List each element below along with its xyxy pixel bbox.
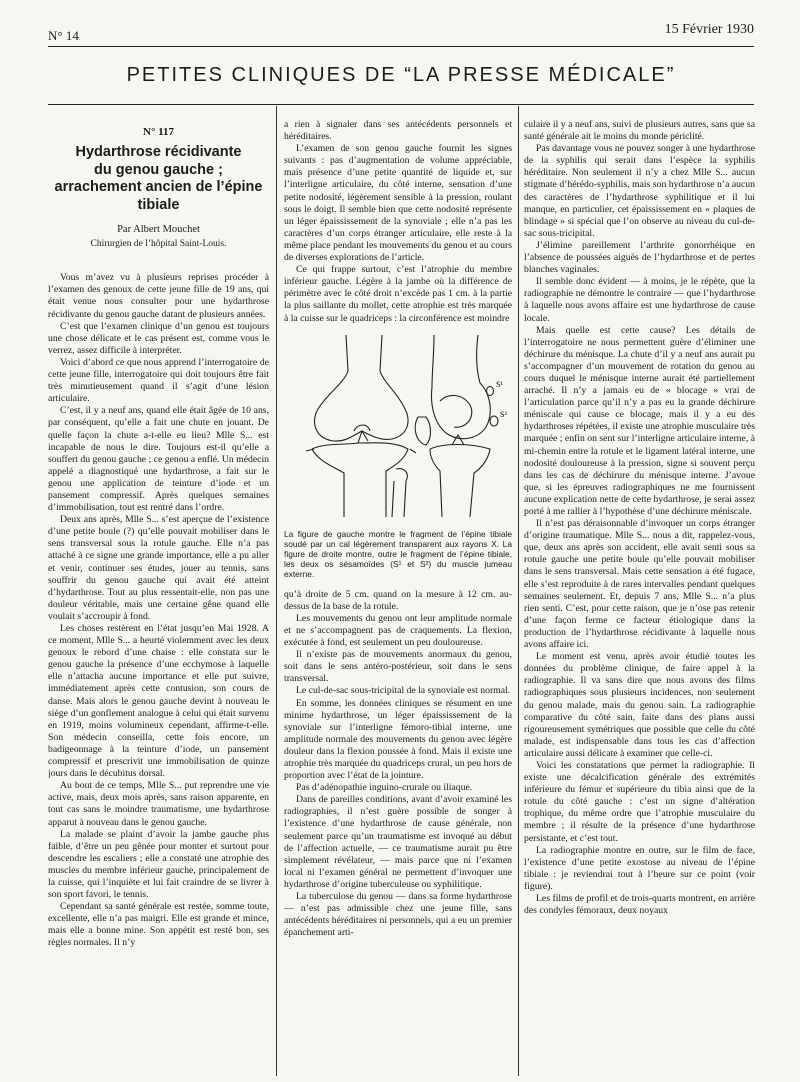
paragraph: qu’à droite de 5 cm. quand on la mesure à 12 cm. au-dessus de la base de la rotule.	[284, 588, 512, 612]
figure-caption: La figure de gauche montre le fragment de l’épine tibiale soudé par un cal légèrement transparent aux rayons X. La figure de droite montre, outre le fragment de l’épine tibiale, les deux os sésamoïdes (S¹ et S²) du muscle jumeau externe.	[284, 528, 512, 579]
label-s1: S¹	[496, 379, 503, 389]
condyle-profile	[440, 395, 472, 427]
paragraph: Il n’est pas déraisonnable d’invoquer un corps étranger d’origine traumatique. Mlle S... nous a dit, rappelez-vous, que, deux ans après son accident, elle avait senti sous sa rotule gauche une petite boule qu’elle pouvait mobiliser dans le sens transversal. Mais cette sensation a été fugace, elle s’est reproduite à de rares intervalles pendant quelques semaines seulement. Et, depuis 7 ans, Mlle S... n’a plus rien senti. C’est, pour cette raison, que je n’ose pas retenir d’une façon ferme ce facteur étiologique dans la production de l’hydarthrose récidivante à laquelle nous avons affaire ici.	[524, 518, 755, 651]
paragraph: Pas davantage vous ne pouvez songer à une hydarthrose de la syphilis qui serait dans l’espèce la syphilis héréditaire. Non seulement il n’y a chez Mlle S... aucun stigmate d’hérédo-syphilis, mais son hydarthrose n’a aucun des caractères de l’hydarthrose syphilitique et il lui manque, en particulier, cet épaississement en « plaques de blindage » si spécial que l’on observe au niveau du cul-de-sac sous-tricipital.	[524, 143, 755, 239]
femur-profile	[432, 335, 491, 439]
affiliation: Chirurgien de l’hôpital Saint-Louis.	[90, 239, 227, 250]
column-1	[48, 112, 269, 950]
article-title	[48, 144, 269, 214]
tibia-profile	[430, 444, 490, 517]
paragraph: Pas d’adénopathie inguino-crurale ou iliaque.	[296, 782, 473, 794]
page-header	[48, 22, 754, 44]
knee-radiograph-figure	[284, 331, 512, 525]
label-s2: S²	[500, 409, 507, 419]
paragraph: Dans de pareilles conditions, avant d’avoir examiné les radiographies, il n’est guère possible de songer à l’existence d’une hydarthrose de cause générale, non seulement parce qu’un traumatisme est invoqué au début de l’affection actuelle, — ce traumatisme aurait pu être simplement révélateur, — mais parce que ni l’examen local ni l’examen général ne permettent d’invoquer une hydarthrose d’origine tuberculeuse ou syphilitique.	[284, 794, 512, 890]
author: Par Albert Mouchet	[117, 224, 200, 236]
paragraph: Voici d’abord ce que nous apprend l’interrogatoire de cette jeune fille, interrogatoire qui doit toujours être fait très minutieusement quand il s’agit d’une lésion articulaire.	[48, 356, 269, 405]
paragraph: culaire il y a neuf ans, suivi de plusieurs autres, sans que sa santé générale ait le moins du monde périclité.	[524, 119, 755, 143]
title-line: tibiale	[137, 196, 180, 213]
column-divider	[276, 106, 277, 1076]
title-line: Hydarthrose récidivante	[75, 144, 242, 161]
paragraph: L’examen de son genou gauche fournit les signes suivants : pas d’augmentation de volume appréciable, mais présence d’une petite quantité de liquide et, sur l’interligne articulaire, du côté interne, sensation d’une petite nodosité, légèrement sensible à la pression, roulant sous le doigt. Il semble bien que cette nodosité représente un léger épaississement de la synoviale ; elle n’a pas les caractères d’un corps étranger articulaire, elle reste à la même place pendant les mouvements du genou et au cours de diverses explorations de l’article.	[284, 143, 512, 264]
title-line: arrachement ancien de l’épine	[54, 179, 263, 196]
fibula-outline	[392, 468, 407, 516]
header-rule	[48, 46, 754, 47]
paragraph: Au bout de ce temps, Mlle S... put reprendre une vie active, mais, deux mois après, sans raison apparente, en tout cas sans le moindre traumatisme, une hydarthrose apparut à nouveau dans le genou gauche.	[48, 780, 269, 828]
paragraph: Voici les constatations que permet la radiographie. Il existe une décalcification générale des extrémités inférieure du fémur et supérieure du tibia ainsi que de la rotule du côté gauche : c’est un signe d’altération trophique, du même ordre que l’atrophie musculaire du membre ; il résulte de la présence d’une hydarthrose persistante, et c’est tout.	[524, 759, 755, 844]
patella-outline	[415, 417, 430, 445]
paragraph: Les mouvements du genou ont leur amplitude normale et ne s’accompagnent pas de craquements. La flexion, exécutée à fond, est seulement un peu douloureuse.	[284, 612, 512, 649]
paragraph: Le moment est venu, après avoir étudié toutes les données du problème clinique, de faire appel à la radiographie. Il va sans dire que nous avons des films radiographiques sous plusieurs incidences, non seulement du genou malade, mais du genou sain. La radiographie comparative du côté sain, faite dans des plans aussi rigoureusement symétriques que possible que celle du côté malade, est indispensable dans tous les cas d’affection articulaire aussi délicate à examiner que celle-ci.	[524, 651, 755, 759]
paragraph: C’est, il y a neuf ans, quand elle était âgée de 10 ans, par conséquent, qu’elle a fait une chute en jouant. De quelle façon la chute a-t-elle eu lieu? Mlle S... est incapable de nous le dire. Toujours est-il qu’elle a souffert du genou gauche ; ce genou a enflé. Un médecin appelé a diagnostiqué une hydarthrose, a fait sur le genou une application de teinture d’iode et un pansement compressif. Après quelques semaines d’immobilisation, tout est rentré dans l’ordre.	[48, 405, 269, 514]
paragraph: J’élimine pareillement l’arthrite gonorrhéique en l’absence de poussées aiguës de l’hydarthrose et de pertes blanches vaginales.	[524, 239, 755, 276]
sesamoid-s1	[487, 386, 494, 395]
title-rule	[48, 104, 754, 105]
page-number: N° 14	[48, 28, 79, 43]
paragraph: Mais quelle est cette cause? Les détails de l’interrogatoire ne nous permettent guère d’éliminer une déchirure du ménisque. La chute d’il y a neuf ans aurait pu s’accompagner d’un mouvement de rotation du genou au cours duquel le ménisque interne aurait été partiellement arraché. Il n’y a jamais eu de « blocage » vrai de l’articulation parce qu’il n’y a pas eu la grande déchirure méniscale qui cause ce blocage, mais il y a eu des hydarthroses répétées, il existe une atrophie musculaire très marquée ; enfin on sent sur l’interligne articulaire interne, à mi-chemin entre la rotule et le ligament latéral interne, une nodosité douloureuse à la pression, signe si souvent perçu dans les cas de déchirure du ménisque interne. J’avoue que, si les épreuves radiographiques ne me fournissent aucune explication nette de cette hydarthrose, je serai assez porté à me rallier à l’hypothèse d’une déchirure méniscale.	[524, 324, 755, 517]
knee-drawing	[284, 331, 512, 521]
column-3	[524, 119, 755, 917]
paragraph: Deux ans après, Mlle S... s’est aperçue de l’existence d’une petite boule (?) qu’elle pouvait mobiliser dans le sens transversal sous la rotule gauche. Elle n’a pas attaché à ce signe une grande importance, elle a pu aller et venir, continuer ses études, jouer au tennis, sans souffrir du genou gauche qui avait été atteint d’hydarthrose. Tout au plus ressentait-elle, non pas une douleur véritable, mais une certaine gêne quand elle voulait s’accroupir à fond.	[48, 514, 269, 622]
paragraph: Il n’existe pas de mouvements anormaux du genou, soit dans le sens antéro-postérieur, soit dans le sens transversal.	[284, 649, 512, 685]
paragraph: Cependant sa santé générale est restée, somme toute, excellente, elle n’a pas maigri. Elle est grande et mince, mais elle a bonne mine. Son appétit est resté bon, ses règles normales. Il n’y	[48, 901, 269, 949]
title-line: du genou gauche ;	[94, 161, 223, 178]
article-number: N° 117	[143, 126, 174, 138]
journal-title: PETITES CLINIQUES DE “LA PRESSE MÉDICALE”	[126, 64, 676, 86]
tibial-spine-profile	[452, 435, 464, 445]
tibia-outline	[312, 442, 408, 516]
joint-line	[306, 449, 416, 453]
paragraph: C’est que l’examen clinique d’un genou est toujours une chose délicate et le cas présent est, comme vous le verrez, assez difficile à interpréter.	[48, 320, 269, 356]
paragraph: Les films de profil et de trois-quarts montrent, en arrière des condyles fémoraux, deux noyaux	[524, 893, 755, 917]
paragraph: Le cul-de-sac sous-tricipital de la synoviale est normal.	[296, 685, 511, 697]
paragraph: a rien à signaler dans ses antécédents personnels et héréditaires.	[284, 119, 512, 143]
paragraph: La radiographie montre en outre, sur le film de face, l’existence d’une petite exostose au niveau de l’épine tibiale : je reviendrai tout à l’heure sur ce point (voir figure).	[524, 844, 755, 892]
column-divider	[518, 106, 519, 1076]
paragraph: Il semble donc évident — à moins, je le répète, que la radiographie ne démontre le contraire — que l’hydarthrose à laquelle nous avons affaire est une hydarthrose de cause locale.	[524, 276, 755, 324]
paragraph: La malade se plaint d’avoir la jambe gauche plus faible, d’être un peu gênée pour monter et surtout pour descendre les escaliers ; elle a constaté une atrophie des muscles du membre inférieur gauche, principalement de la cuisse, qui l’inquiète et lui fait craindre de se livrer à son sport favori, le tennis.	[48, 828, 269, 901]
paragraph: En somme, les données cliniques se résument en une minime hydarthrose, un léger épaississement de la synoviale sur l’interligne fémoro-tibial interne, une amplitude normale des mouvements du genou avec légère douleur dans la flexion poussée à fond. Mais il existe une atrophie très marquée du quadriceps crural, un peu hors de proportion avec l’état de la jointure.	[284, 697, 512, 782]
paragraph: Ce qui frappe surtout, c’est l’atrophie du membre inférieur gauche. Légère à la jambe où la différence de périmètre avec le côté droit n’excède pas 1 cm. à la partie la plus saillante du mollet, cette atrophie est très marquée à la cuisse sur le quadriceps : la circonférence est moindre	[284, 264, 512, 324]
paragraph: Vous m’avez vu à plusieurs reprises procéder à l’examen des genoux de cette jeune fille de 19 ans, qui était venue nous consulter pour une hydarthrose récidivante du genou gauche datant de plusieurs années.	[48, 272, 269, 320]
paragraph: Les choses restèrent en l’état jusqu’en Mai 1928. A ce moment, Mlle S... a heurté violemment avec les deux genoux le rebord d’une chaise : elle constata sur le genou gauche la présence d’une ecchymose à laquelle elle n’attacha aucune importance et elle put suivre, immédiatement après cette contusion, son cours de danse. Mais alors le genou gauche devint à nouveau le siège d’un gonflement analogue à celui qui était survenu en 1919, moins volumineux cependant, affirme-t-elle. Son médecin conseilla, cette fois encore, un badigeonnage à la teinture d’iode, un pansement compressif et prescrivit une immobilisation de quinze jours dans le décubitus dorsal.	[48, 623, 269, 780]
column-2	[284, 119, 512, 939]
paragraph: La tuberculose du genou — dans sa forme hydarthrose — n’est pas admissible chez une jeune fille, sans antécédents héréditaires ni personnels, qui a eu un premier épanchement arti-	[284, 891, 512, 939]
issue-date: 15 Février 1930	[664, 22, 754, 37]
sesamoid-s2	[490, 416, 498, 426]
